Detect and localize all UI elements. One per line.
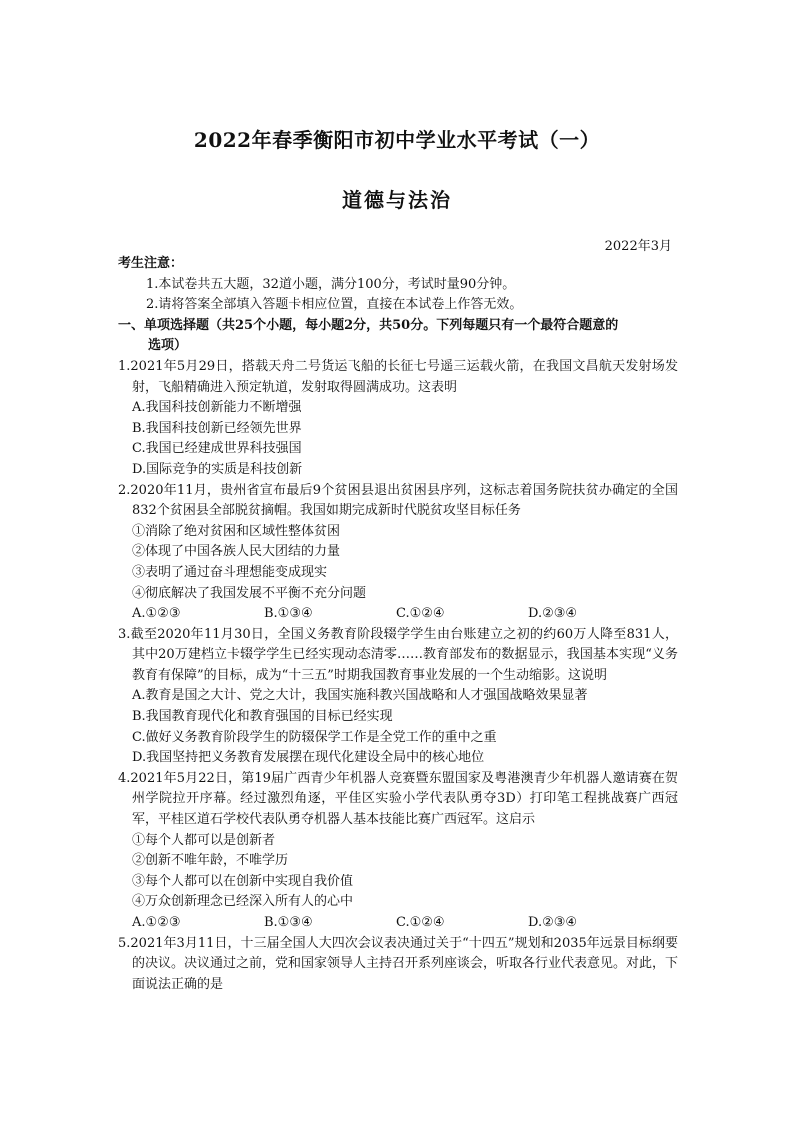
question-3-option-d: D.我国坚持把义务教育发展摆在现代化建设全局中的核心地位 (132, 750, 485, 766)
question-3-option-a: A.教育是国之大计、党之大计，我国实施科教兴国战略和人才强国战略效果显著 (132, 688, 588, 704)
question-4-choice-c: C.①②④ (396, 915, 445, 930)
question-2-stem: 2.2020年11月，贵州省宣布最后9个贫困县退出贫困县序列，这标志着国务院扶贫办确定的全国832个贫困县全部脱贫摘帽。我国如期完成新时代脱贫攻坚目标任务 (118, 482, 678, 519)
question-5-stem: 5.2021年3月11日，十三届全国人大四次会议表决通过关于“十四五”规划和2035年远景目标纲要的决议。决议通过之前，党和国家领导人主持召开系列座谈会，听取各行业代表意见。对此，下面说法正确的是 (118, 935, 679, 992)
section-heading-line1: 一、单项选择题（共25个小题，每小题2分，共50分。下列每题只有一个最符合题意的 (118, 317, 619, 333)
question-2-statement-1: ①消除了绝对贫困和区域性整体贫困 (132, 523, 341, 539)
notice-title: 考生注意： (118, 256, 184, 271)
question-2-choices (118, 604, 678, 625)
question-2-statement-3: ③表明了通过奋斗理想能变成现实 (132, 564, 328, 580)
question-1-stem: 1.2021年5月29日，搭载天舟二号货运飞船的长征七号遥三运载火箭，在我国文昌航天发射场发射，飞船精确进入预定轨道，发射取得圆满成功。这表明 (118, 358, 678, 395)
exam-content (118, 254, 678, 995)
question-4-choices (118, 913, 678, 934)
question-2-choice-d: D.②③④ (528, 606, 578, 622)
question-1-option-d: D.国际竞争的实质是科技创新 (132, 461, 303, 477)
question-1-option-a: A.我国科技创新能力不断增强 (132, 400, 302, 416)
question-4-statement-2: ②创新不唯年龄，不唯学历 (132, 853, 289, 869)
exam-title: 2022年春季衡阳市初中学业水平考试（一） (193, 128, 601, 152)
question-4-choice-d: D.②③④ (528, 915, 578, 930)
question-4-choice-a: A.①②③ (132, 915, 181, 930)
question-2-choice-b: B.①③④ (264, 606, 313, 622)
section-heading-line2: 选项） (148, 338, 188, 354)
question-2-choice-c: C.①②④ (396, 606, 445, 622)
question-1-option-c: C.我国已经建成世界科技强国 (132, 441, 302, 457)
question-3-stem: 3.截至2020年11月30日，全国义务教育阶段辍学学生由台账建立之初的约60万人降至831人，其中20万建档立卡辍学学生已经实现动态清零……教育部发布的数据显示，我国基本实现“义务教育有保障”的目标，成为“十三五”时期我国教育事业发展的一个生动缩影。这说明 (118, 626, 678, 683)
question-4-statement-1: ①每个人都可以是创新者 (132, 832, 276, 848)
notice-item: 2.请将答案全部填入答题卡相应位置，直接在本试卷上作答无效。 (146, 297, 523, 313)
question-4-choice-b: B.①③④ (264, 915, 313, 930)
question-2-choice-a: A.①②③ (132, 606, 181, 622)
exam-date: 2022年3月 (604, 239, 672, 254)
section-heading (118, 316, 678, 357)
question-4-statement-4: ④万众创新理念已经深入所有人的心中 (132, 894, 354, 910)
question-3-option-c: C.做好义务教育阶段学生的防辍保学工作是全党工作的重中之重 (132, 729, 497, 745)
exam-subject: 道德与法治 (342, 188, 452, 212)
question-2-statement-4: ④彻底解决了我国发展不平衡不充分问题 (132, 585, 367, 601)
question-1-option-b: B.我国科技创新已经领先世界 (132, 420, 302, 436)
question-3-option-b: B.我国教育现代化和教育强国的目标已经实现 (132, 709, 393, 725)
question-2-statement-2: ②体现了中国各族人民大团结的力量 (132, 544, 341, 560)
question-4-stem: 4.2021年5月22日，第19届广西青少年机器人竞赛暨东盟国家及粤港澳青少年机器人邀请赛在贺州学院拉开序幕。经过激烈角逐，平佳区实验小学代表队勇夺3D）打印笔工程挑战赛广西冠军，平桂区道石学校代表队勇夺机器人基本技能比赛广西冠军。这启示 (118, 770, 678, 828)
question-4-statement-3: ③每个人都可以在创新中实现自我价值 (132, 873, 354, 889)
notice-item: 1.本试卷共五大题，32道小题，满分100分，考试时量90分钟。 (146, 276, 516, 292)
